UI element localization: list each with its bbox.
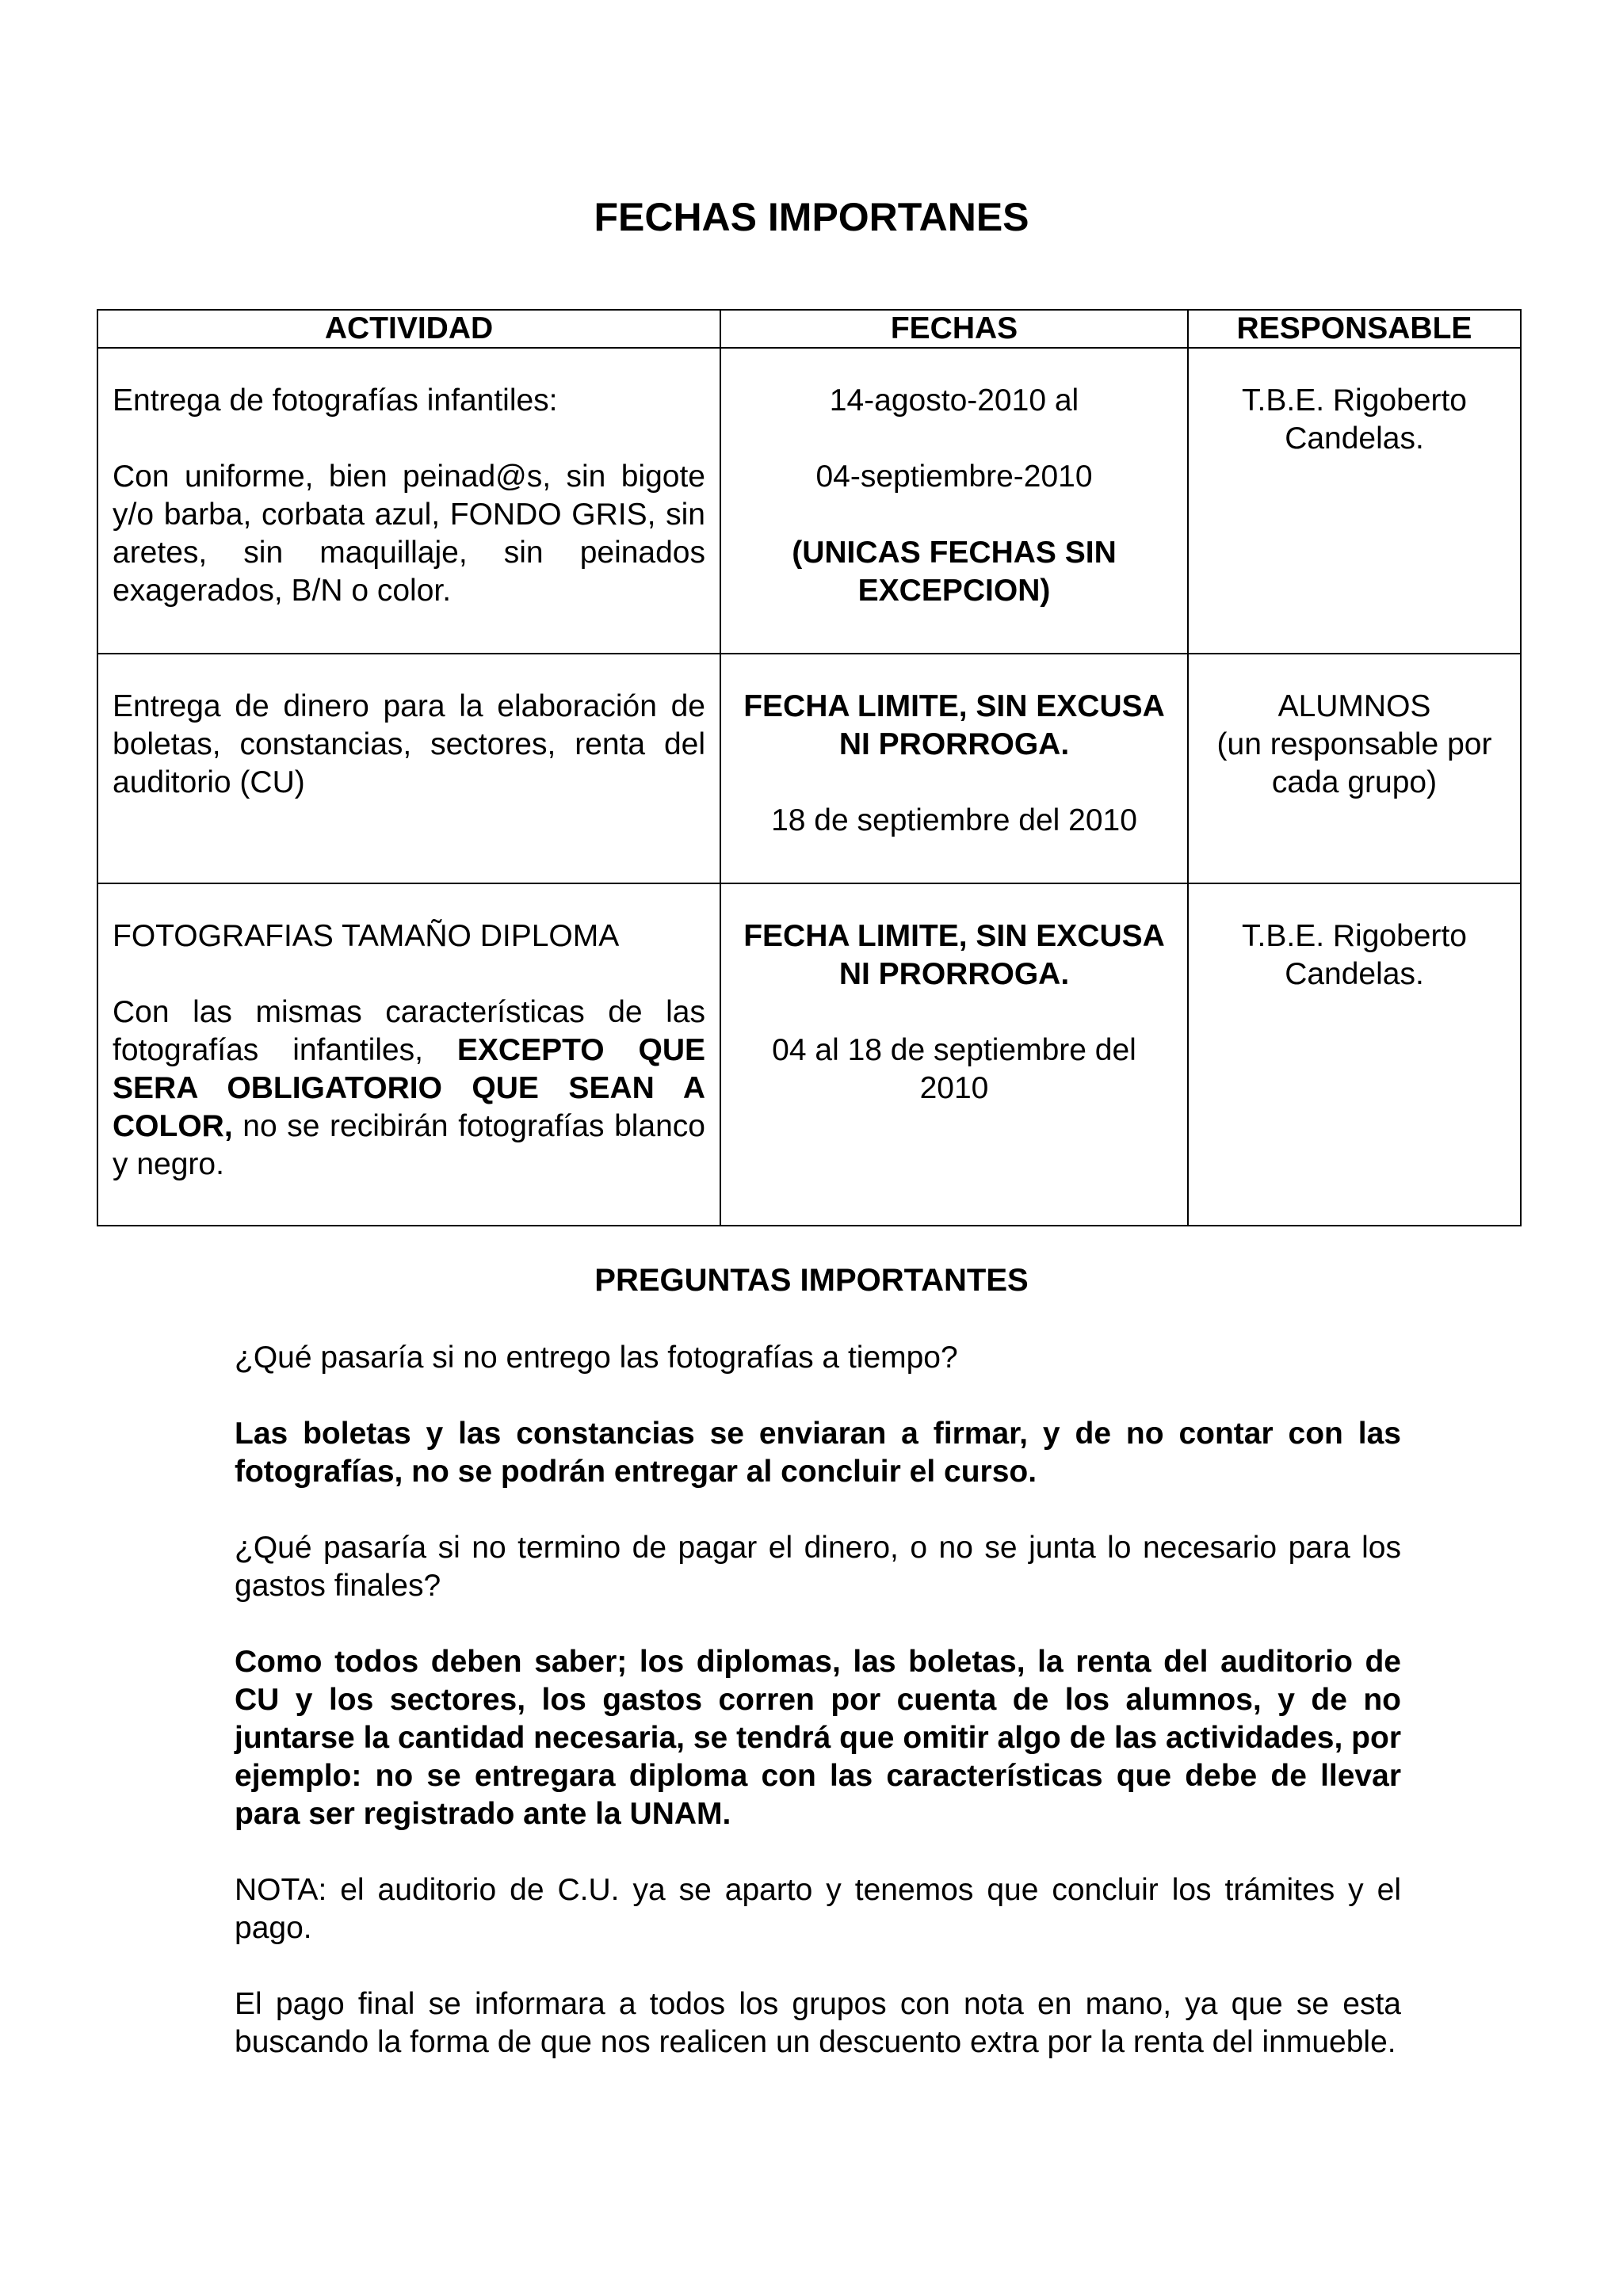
activity-detail-start: Con las mismas características de las fotografías infantiles, [113, 995, 705, 1067]
responsible-cell [1188, 348, 1521, 654]
questions-section [235, 1339, 1401, 2061]
activity-title: Entrega de dinero para la elaboración de boletas, constancias, sectores, renta del auditorio (CU) [113, 689, 705, 799]
activity-cell [97, 654, 720, 883]
dates-cell [720, 883, 1188, 1226]
date-end: 04-septiembre-2010 [815, 460, 1093, 494]
note-paragraph: NOTA: el auditorio de C.U. ya se aparto y tenemos que concluir los trámites y el pago. [235, 1873, 1401, 1945]
date-range: 04 al 18 de septiembre del 2010 [772, 1033, 1136, 1105]
header-fechas: FECHAS [720, 310, 1188, 348]
activity-cell [97, 883, 720, 1226]
header-responsable: RESPONSABLE [1188, 310, 1521, 348]
date-start: 14-agosto-2010 al [829, 383, 1079, 418]
table-row [97, 883, 1521, 1226]
dates-table [97, 309, 1522, 1226]
responsible-name: T.B.E. Rigoberto Candelas. [1242, 919, 1467, 991]
date-deadline: 18 de septiembre del 2010 [771, 803, 1137, 837]
activity-title: FOTOGRAFIAS TAMAÑO DIPLOMA [113, 919, 620, 953]
question-1: ¿Qué pasaría si no entrego las fotografías a tiempo? [235, 1341, 958, 1375]
table-header-row [97, 310, 1521, 348]
responsible-name: T.B.E. Rigoberto Candelas. [1242, 383, 1467, 456]
page-title: FECHAS IMPORTANES [594, 195, 1029, 239]
header-actividad: ACTIVIDAD [97, 310, 720, 348]
date-note: FECHA LIMITE, SIN EXCUSA NI PRORROGA. [743, 919, 1165, 991]
activity-cell [97, 348, 720, 654]
table-row [97, 348, 1521, 654]
date-note: FECHA LIMITE, SIN EXCUSA NI PRORROGA. [743, 689, 1165, 761]
questions-title: PREGUNTAS IMPORTANTES [594, 1263, 1029, 1298]
activity-detail [113, 994, 705, 1184]
question-2: ¿Qué pasaría si no termino de pagar el dinero, o no se junta lo necesario para los gastos finales? [235, 1531, 1401, 1603]
payment-paragraph: El pago final se informara a todos los grupos con nota en mano, ya que se esta buscando la forma de que nos realicen un descuento extra por la renta del inmueble. [235, 1987, 1401, 2059]
activity-title: Entrega de fotografías infantiles: [113, 383, 558, 418]
activity-detail-end: no se recibirán fotografías blanco y negro. [113, 1109, 705, 1181]
dates-cell [720, 654, 1188, 883]
responsible-detail: (un responsable por cada grupo) [1216, 727, 1492, 799]
activity-detail: Con uniforme, bien peinad@s, sin bigote y/o barba, corbata azul, FONDO GRIS, sin aretes, sin maquillaje, sin peinados exagerados, B/N o color. [113, 460, 705, 608]
responsible-cell [1188, 654, 1521, 883]
responsible-cell [1188, 883, 1521, 1226]
date-note: (UNICAS FECHAS SIN EXCEPCION) [792, 536, 1117, 608]
table-row [97, 654, 1521, 883]
answer-1: Las boletas y las constancias se enviaran a firmar, y de no contar con las fotografías, no se podrán entregar al concluir el curso. [235, 1417, 1401, 1489]
dates-cell [720, 348, 1188, 654]
responsible-name: ALUMNOS [1277, 689, 1431, 723]
activity-detail-bold: EXCEPTO QUE SERA OBLIGATORIO QUE SEAN A COLOR, [113, 1033, 705, 1143]
answer-2: Como todos deben saber; los diplomas, las boletas, la renta del auditorio de CU y los sectores, los gastos corren por cuenta de los alumnos, y de no juntarse la cantidad necesaria, se tendrá que omitir algo de las actividades, por ejemplo: no se entregara diploma con las características que debe de llevar para ser registrado ante la UNAM. [235, 1645, 1401, 1831]
